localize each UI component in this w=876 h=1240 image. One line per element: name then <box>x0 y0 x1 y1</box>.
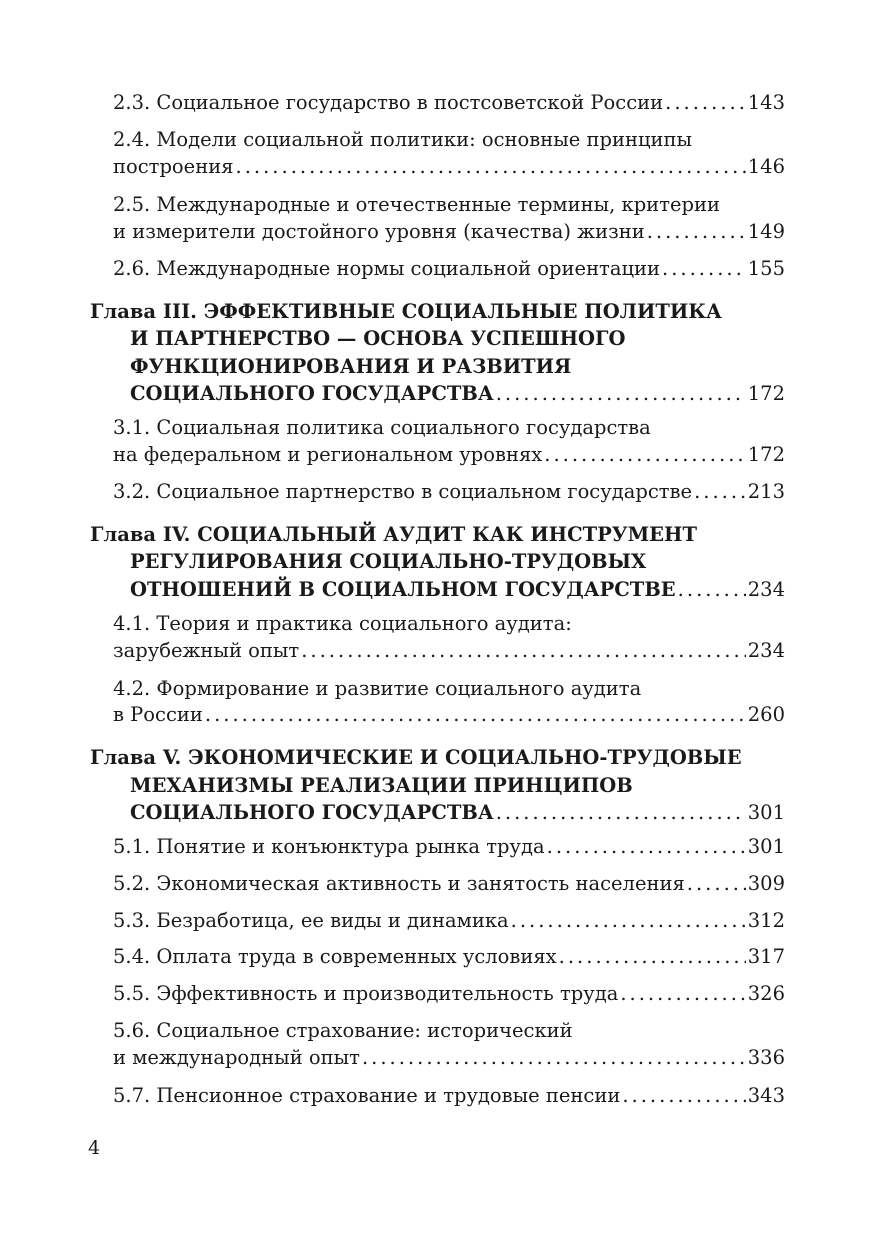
toc-entry-3-2[interactable]: 3.2. Социальное партнерство в социальном государстве . . . 213 <box>113 479 785 505</box>
leader-dots <box>694 479 746 505</box>
leader-dots <box>647 219 746 245</box>
leader-dots <box>547 834 746 860</box>
toc-entry-3-1-title[interactable]: 3.1. Социальная политика социального государства <box>113 416 651 439</box>
chapter-5-heading[interactable]: Глава V. ЭКОНОМИЧЕСКИЕ И СОЦИАЛЬНО-ТРУДОВЫЕ <box>90 746 742 769</box>
leader-dots <box>662 256 746 282</box>
toc-entry-chapter-3[interactable]: СОЦИАЛЬНОГО ГОСУДАРСТВА . . . 172 <box>130 381 785 407</box>
toc-entry-4-1-title[interactable]: 4.1. Теория и практика социального аудита: <box>113 612 572 635</box>
leader-dots <box>678 577 746 603</box>
toc-entry-5-1[interactable]: 5.1. Понятие и конъюнктура рынка труда . . . 301 <box>113 834 785 860</box>
toc-page-number: 336 <box>747 1046 785 1069</box>
toc-entry-4-2[interactable]: в России . . . 260 <box>113 702 785 728</box>
leader-dots <box>236 154 746 180</box>
leader-dots <box>496 381 746 407</box>
toc-entry-2-6[interactable]: 2.6. Международные нормы социальной ориентации . . . 155 <box>113 256 785 282</box>
toc-entry-5-4[interactable]: 5.4. Оплата труда в современных условиях . . . 317 <box>113 944 785 970</box>
toc-entry-5-7[interactable]: 5.7. Пенсионное страхование и трудовые пенсии . . . 343 <box>113 1083 785 1109</box>
toc-page-number: 260 <box>747 703 785 726</box>
toc-entry-5-2[interactable]: 5.2. Экономическая активность и занятость населения . . . 309 <box>113 871 785 897</box>
toc-page-number: 309 <box>747 872 785 895</box>
toc-page-number: 146 <box>747 155 785 178</box>
toc-page-number: 143 <box>747 91 785 114</box>
toc-page-number: 317 <box>747 945 785 968</box>
toc-page-number: 172 <box>747 382 785 405</box>
toc-page-number: 213 <box>747 480 785 503</box>
leader-dots <box>511 908 746 934</box>
toc-entry-5-5[interactable]: 5.5. Эффективность и производительность труда . . . 326 <box>113 981 785 1007</box>
toc-page-number: 155 <box>747 257 785 280</box>
toc-entry-5-3[interactable]: 5.3. Безработица, ее виды и динамика . . . 312 <box>113 908 785 934</box>
toc-page-number: 172 <box>747 443 785 466</box>
leader-dots <box>362 1045 746 1071</box>
toc-entry-3-1[interactable]: на федеральном и региональном уровнях . . . 172 <box>113 442 785 468</box>
toc-page-number: 149 <box>747 220 785 243</box>
toc-entry-2-4[interactable]: построения . . . 146 <box>113 154 785 180</box>
page-number: 4 <box>88 1137 101 1159</box>
toc-entry-2-5[interactable]: и измерители достойного уровня (качества) жизни . . . 149 <box>113 219 785 245</box>
leader-dots <box>687 871 746 897</box>
toc-entry-2-3[interactable]: 2.3. Социальное государство в постсоветской России . . . 143 <box>113 90 785 116</box>
chapter-3-heading-line2: И ПАРТНЕРСТВО — ОСНОВА УСПЕШНОГО <box>130 327 626 350</box>
leader-dots <box>301 638 746 664</box>
leader-dots <box>620 981 745 1007</box>
toc-entry-chapter-4[interactable]: ОТНОШЕНИЙ В СОЦИАЛЬНОМ ГОСУДАРСТВЕ . . . 234 <box>130 577 785 603</box>
toc-page-number: 343 <box>747 1084 785 1107</box>
chapter-3-heading-line3: ФУНКЦИОНИРОВАНИЯ И РАЗВИТИЯ <box>130 355 572 378</box>
chapter-4-heading-line2: РЕГУЛИРОВАНИЯ СОЦИАЛЬНО-ТРУДОВЫХ <box>130 550 647 573</box>
leader-dots <box>205 702 746 728</box>
leader-dots <box>622 1083 745 1109</box>
toc-page-number: 301 <box>747 801 785 824</box>
toc-entry-5-6[interactable]: и международный опыт . . . 336 <box>113 1045 785 1071</box>
toc-page-number: 326 <box>747 982 785 1005</box>
chapter-3-heading[interactable]: Глава III. ЭФФЕКТИВНЫЕ СОЦИАЛЬНЫЕ ПОЛИТИКА <box>90 300 722 323</box>
leader-dots <box>665 90 746 116</box>
toc-page-number: 312 <box>747 909 785 932</box>
toc-entry-4-1[interactable]: зарубежный опыт . . . 234 <box>113 638 785 664</box>
chapter-4-heading[interactable]: Глава IV. СОЦИАЛЬНЫЙ АУДИТ КАК ИНСТРУМЕНТ <box>90 523 697 546</box>
chapter-5-heading-line2: МЕХАНИЗМЫ РЕАЛИЗАЦИИ ПРИНЦИПОВ <box>130 774 633 797</box>
toc-entry-4-2-title[interactable]: 4.2. Формирование и развитие социального аудита <box>113 677 642 700</box>
leader-dots <box>559 944 746 970</box>
toc-entry-5-6-title[interactable]: 5.6. Социальное страхование: исторический <box>113 1019 573 1042</box>
toc-page-number: 234 <box>747 639 785 662</box>
toc-page-number: 234 <box>747 578 785 601</box>
toc-entry-chapter-5[interactable]: СОЦИАЛЬНОГО ГОСУДАРСТВА . . . 301 <box>130 800 785 826</box>
leader-dots <box>496 800 746 826</box>
toc-entry-2-5-title[interactable]: 2.5. Международные и отечественные термины, критерии <box>113 193 720 216</box>
toc-page-number: 301 <box>747 835 785 858</box>
leader-dots <box>544 442 746 468</box>
toc-entry-2-4-title[interactable]: 2.4. Модели социальной политики: основные принципы <box>113 128 693 151</box>
